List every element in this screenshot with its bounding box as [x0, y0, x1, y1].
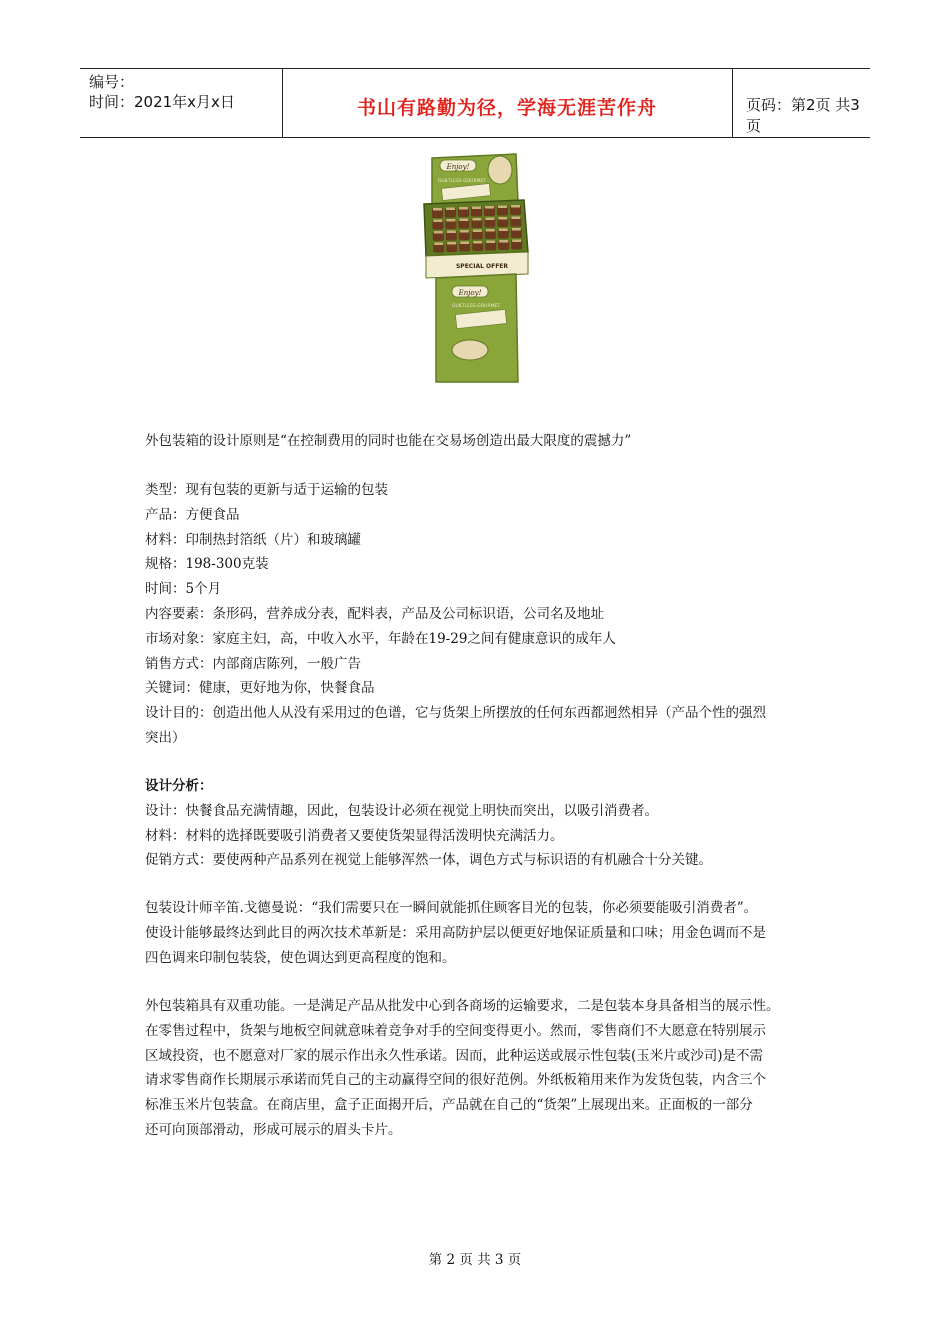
spec-line: 类型：现有包装的更新与适于运输的包装 — [145, 482, 388, 498]
product-display-image — [412, 152, 536, 384]
base-car-shape — [452, 340, 488, 360]
time-line: 时间：2021年x月x日 — [89, 93, 235, 111]
function-line: 请求零售商作长期展示承诺而凭自己的主动赢得空间的很好范例。外纸板箱用来作为发货包装，内含三个 — [145, 1072, 766, 1089]
spec-line: 销售方式：内部商店陈列，一般广告 — [145, 655, 361, 672]
jar-lid — [485, 218, 494, 221]
motto: 书山有路勤为径，学海无涯苦作舟 — [356, 97, 657, 119]
quote-paragraph — [145, 896, 810, 970]
header-page-cell — [734, 69, 870, 137]
header-meta-cell — [80, 69, 283, 137]
header-motto-cell — [282, 69, 733, 137]
jar-lid — [498, 217, 507, 220]
jar-lid — [472, 218, 481, 221]
jar-lid — [498, 206, 507, 209]
page-info: 页码：第2页 共3页 — [746, 96, 860, 135]
mascot-shape — [488, 156, 512, 184]
jar-lid — [499, 240, 508, 243]
jar-lid — [486, 229, 495, 232]
jar-lid — [433, 208, 442, 211]
jar-lid — [473, 230, 482, 233]
analysis-line: 设计：快餐食品充满情趣，因此，包装设计必须在视觉上明快而突出，以吸引消费者。 — [145, 802, 658, 819]
jar-lid — [472, 207, 481, 210]
function-line: 还可向顶部滑动，形成可展示的眉头卡片。 — [145, 1121, 402, 1138]
intro-paragraph: 外包装箱的设计原则是“在控制费用的同时也能在交易场创造出最大限度的震撼力” — [145, 433, 632, 449]
jar-lid — [459, 207, 468, 210]
jar-lid — [499, 229, 508, 232]
spec-line: 材料：印制热封箔纸（片）和玻璃罐 — [145, 531, 361, 548]
jar-lid — [485, 206, 494, 209]
analysis-lines — [145, 799, 810, 873]
quote-line: 使设计能够最终达到此目的两次技术革新是：采用高防护层以便更好地保证质量和口味；用金色调而不是 — [145, 924, 766, 941]
spec-line: 设计目的：创造出他人从没有采用过的色谱，它与货架上所摆放的任何东西都迥然相异（产品个性的强烈 — [145, 705, 766, 722]
jar-lid — [460, 242, 469, 245]
spec-line: 内容要素：条形码，营养成分表，配料表，产品及公司标识语，公司名及地址 — [145, 605, 604, 622]
jar-lid — [434, 243, 443, 246]
jar-lid — [460, 230, 469, 233]
jar-lid — [446, 219, 455, 222]
number-label: 编号： — [89, 73, 135, 91]
spec-line: 规格：198-300克装 — [145, 556, 269, 573]
jar-lid — [486, 241, 495, 244]
jar-lid — [434, 231, 443, 234]
function-paragraph — [145, 994, 810, 1143]
base-badge-text: Enjoy! — [458, 289, 482, 297]
page-footer: 第 2 页 共 3 页 — [428, 1252, 522, 1268]
analysis-heading: 设计分析： — [145, 778, 213, 794]
spec-list — [145, 478, 810, 751]
spec-line: 市场对象：家庭主妇，高，中收入水平，年龄在19-29之间有健康意识的成年人 — [145, 630, 616, 647]
jar-lid — [512, 228, 521, 231]
quote-line: 四色调来印制包装袋，使色调达到更高程度的饱和。 — [145, 949, 456, 966]
spec-line: 突出） — [145, 729, 186, 746]
function-line: 外包装箱具有双重功能。一是满足产品从批发中心到各商场的运输要求，二是包装本身具备相当的展示性。 — [145, 998, 780, 1014]
function-line: 区域投资，也不愿意对厂家的展示作出永久性承诺。因而，此种运送或展示性包装(玉米片或沙司)是不需 — [145, 1047, 764, 1064]
analysis-section — [145, 774, 810, 873]
spec-line: 时间：5个月 — [145, 581, 222, 598]
function-line: 标准玉米片包装盒。在商店里，盒子正面揭开后，产品就在自己的“货架”上展现出来。正面板的一部分 — [145, 1097, 753, 1114]
jar-lid — [433, 220, 442, 223]
jar-lid — [511, 205, 520, 208]
function-line: 在零售过程中，货架与地板空间就意味着竞争对手的空间变得更小。然而，零售商们不大愿意在特别展示 — [145, 1022, 766, 1039]
jar-lid — [447, 231, 456, 234]
offer-text: SPECIAL OFFER — [455, 263, 509, 270]
quote-line: 包装设计师辛笛.戈德曼说：“我们需要只在一瞬间就能抓住顾客目光的包装，你必须要能吸引消费者”。 — [145, 900, 758, 916]
jar-lid — [511, 217, 520, 220]
header-badge-text: Enjoy! — [446, 163, 470, 171]
analysis-line: 材料：材料的选择既要吸引消费者又要使货架显得活泼明快充满活力。 — [145, 827, 564, 844]
analysis-line: 促销方式：要使两种产品系列在视觉上能够浑然一体，调色方式与标识语的有机融合十分关键。 — [145, 852, 712, 869]
spec-line: 产品：方便食品 — [145, 506, 240, 523]
page-header — [80, 68, 870, 138]
jar-lid — [447, 242, 456, 245]
jar-lid — [459, 219, 468, 222]
jar-lid — [473, 241, 482, 244]
jar-lid — [446, 208, 455, 211]
jar-lid — [512, 240, 521, 243]
base-brand-text: GUILTLESS GOURMET — [451, 304, 501, 309]
spec-line: 关键词：健康，更好地为你，快餐食品 — [145, 680, 375, 697]
header-brand-text: GUILTLESS GOURMET — [437, 179, 487, 184]
